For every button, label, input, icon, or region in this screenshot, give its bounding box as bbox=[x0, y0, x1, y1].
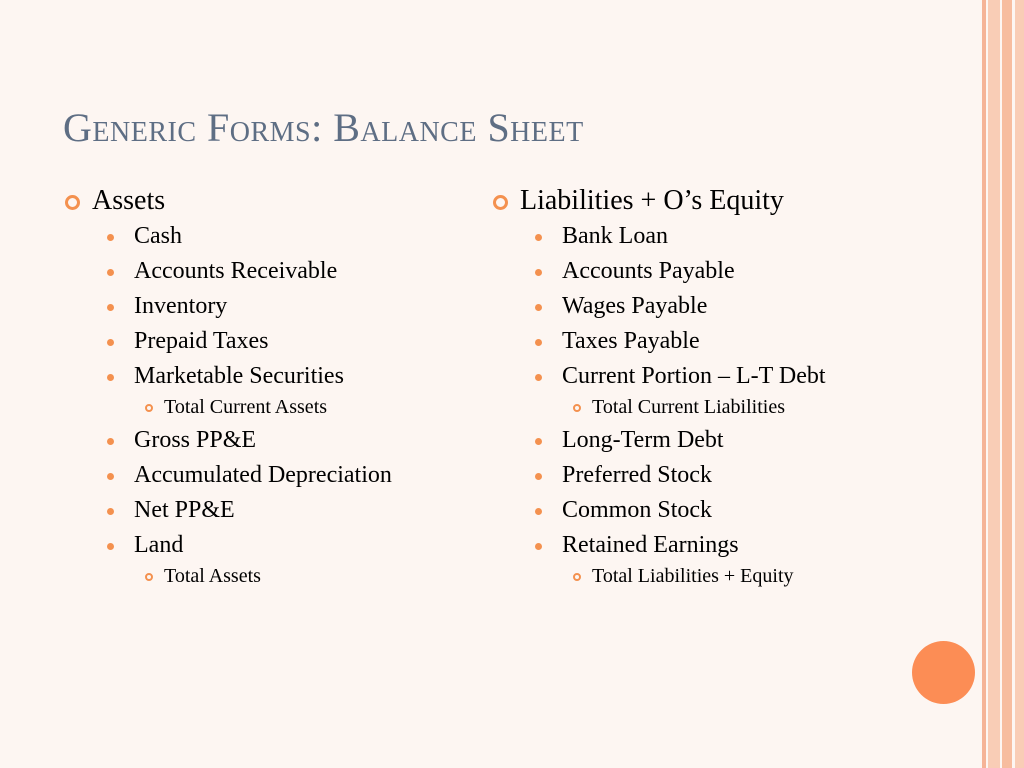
list-item bbox=[490, 426, 920, 455]
decorative-stripes bbox=[978, 0, 1024, 768]
stripe bbox=[988, 0, 1000, 768]
list-item bbox=[62, 327, 442, 356]
bullet-icon bbox=[535, 339, 542, 346]
subtotal-label: Total Liabilities + Equity bbox=[592, 565, 794, 587]
bullet-icon bbox=[107, 508, 114, 515]
list-item-label: Retained Earnings bbox=[562, 532, 739, 558]
bullet-icon bbox=[535, 473, 542, 480]
bullet-icon bbox=[107, 269, 114, 276]
bullet-icon bbox=[107, 374, 114, 381]
liabilities-heading: Liabilities + O’s Equity bbox=[520, 185, 784, 216]
list-item bbox=[62, 496, 442, 525]
list-item bbox=[62, 292, 442, 321]
ring-bullet-icon bbox=[145, 404, 153, 412]
list-item bbox=[490, 327, 920, 356]
stripe bbox=[1002, 0, 1012, 768]
bullet-icon bbox=[535, 438, 542, 445]
ring-bullet-icon bbox=[493, 195, 508, 210]
decorative-circle bbox=[912, 641, 975, 704]
bullet-icon bbox=[535, 234, 542, 241]
ring-bullet-icon bbox=[65, 195, 80, 210]
liabilities-heading-item bbox=[490, 184, 920, 218]
list-item bbox=[490, 292, 920, 321]
list-item-label: Marketable Securities bbox=[134, 363, 344, 389]
list-item-label: Accounts Payable bbox=[562, 258, 735, 284]
assets-column bbox=[62, 184, 442, 595]
list-item bbox=[490, 531, 920, 560]
list-item bbox=[62, 362, 442, 391]
subtotal-label: Total Assets bbox=[164, 565, 261, 587]
subtotal-item bbox=[490, 564, 920, 588]
list-item bbox=[490, 257, 920, 286]
stripe bbox=[1015, 0, 1024, 768]
list-item bbox=[490, 362, 920, 391]
subtotal-item bbox=[62, 564, 442, 588]
list-item-label: Wages Payable bbox=[562, 293, 708, 319]
list-item-label: Net PP&E bbox=[134, 497, 235, 523]
bullet-icon bbox=[535, 269, 542, 276]
bullet-icon bbox=[107, 543, 114, 550]
assets-heading: Assets bbox=[92, 185, 166, 216]
list-item-label: Cash bbox=[134, 223, 182, 249]
ring-bullet-icon bbox=[573, 404, 581, 412]
list-item-label: Long-Term Debt bbox=[562, 427, 724, 453]
ring-bullet-icon bbox=[573, 573, 581, 581]
bullet-icon bbox=[107, 473, 114, 480]
list-item-label: Prepaid Taxes bbox=[134, 328, 269, 354]
list-item-label: Accumulated Depreciation bbox=[134, 462, 392, 488]
list-item bbox=[490, 496, 920, 525]
list-item bbox=[62, 461, 442, 490]
list-item-label: Common Stock bbox=[562, 497, 713, 523]
slide-title: Generic Forms: Balance Sheet bbox=[63, 105, 584, 150]
list-item-label: Bank Loan bbox=[562, 223, 668, 249]
subtotal-item bbox=[490, 395, 920, 419]
assets-heading-item bbox=[62, 184, 442, 218]
list-item-label: Gross PP&E bbox=[134, 427, 257, 453]
list-item-label: Taxes Payable bbox=[562, 328, 700, 354]
subtotal-label: Total Current Liabilities bbox=[592, 396, 785, 418]
list-item-label: Current Portion – L-T Debt bbox=[562, 363, 826, 389]
subtotal-label: Total Current Assets bbox=[164, 396, 328, 418]
bullet-icon bbox=[535, 543, 542, 550]
list-item-label: Accounts Receivable bbox=[134, 258, 338, 284]
list-item bbox=[62, 426, 442, 455]
list-item-label: Preferred Stock bbox=[562, 462, 712, 488]
ring-bullet-icon bbox=[145, 573, 153, 581]
bullet-icon bbox=[535, 508, 542, 515]
liabilities-column bbox=[490, 184, 920, 595]
list-item bbox=[490, 461, 920, 490]
list-item-label: Inventory bbox=[134, 293, 228, 319]
list-item-label: Land bbox=[134, 532, 184, 558]
bullet-icon bbox=[107, 234, 114, 241]
list-item bbox=[62, 257, 442, 286]
list-item bbox=[62, 222, 442, 251]
stripe bbox=[982, 0, 986, 768]
bullet-icon bbox=[535, 374, 542, 381]
bullet-icon bbox=[107, 438, 114, 445]
list-item bbox=[490, 222, 920, 251]
list-item bbox=[62, 531, 442, 560]
bullet-icon bbox=[535, 304, 542, 311]
bullet-icon bbox=[107, 339, 114, 346]
subtotal-item bbox=[62, 395, 442, 419]
bullet-icon bbox=[107, 304, 114, 311]
